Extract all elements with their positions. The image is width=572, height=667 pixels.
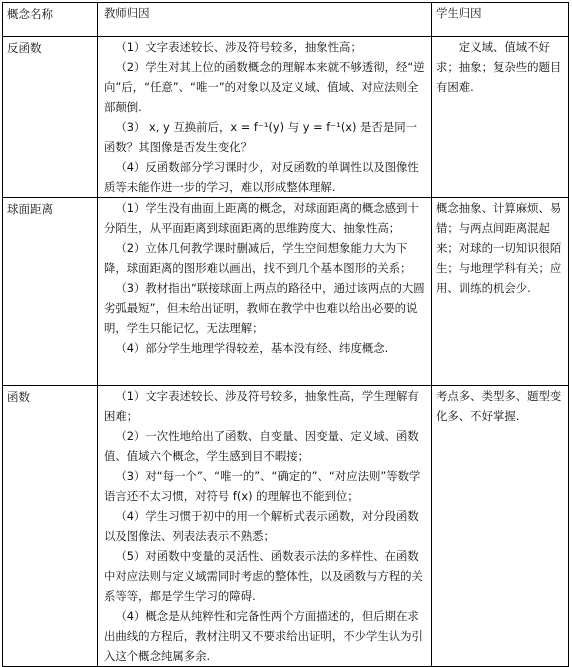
teacher-reason-item: （3）对“每一个”、“唯一的”、“确定的”、“对应法则”等数学语言还不太习惯，对符号 f(x) 的理解也不能到位； (104, 469, 421, 503)
table-row (3, 198, 569, 386)
teacher-reason-item: （2）立体几何教学课时删减后，学生空间想象能力大为下降，球面距离的图形难以画出，找不到几个基本图形的关系； (104, 241, 412, 275)
teacher-reason-item: （1）文字表述较长、涉及符号较多，抽象性高，学生理解有困难； (104, 389, 419, 423)
teacher-reason-item: （2）一次性地给出了函数、自变量、因变量、定义域、函数值、值域六个概念，学生感到目不暇接； (104, 429, 419, 463)
student-reason: 定义域、值域不好求；抽象；复杂些的题目有困难. (436, 40, 562, 94)
teacher-reason-item: （1）文字表述较长、涉及符号较多，抽象性高； (115, 40, 362, 54)
student-reason: 概念抽象、计算麻烦、易错；与两点间距离混起来；对球的一切知识很陌生；与地理学科有关；应用、训练的机会少. (436, 201, 562, 295)
concept-name: 反函数 (3, 37, 98, 198)
teacher-reason-item: （1）学生没有曲面上距离的概念，对球面距离的概念感到十分陌生，从平面距离到球面距离的思维跨度大、抽象性高； (104, 201, 419, 235)
teacher-reason-item: （3） x, y 互换前后，x = f⁻¹(y) 与 y = f⁻¹(x) 是否是同一函数？其图像是否发生变化？ (104, 120, 418, 154)
teacher-reason-item: （5）对函数中变量的灵活性、函数表示法的多样性、在函数中对应法则与定义域需同时考虑的整体性，以及函数与方程的关系等等，都是学生学习的障碍. (104, 549, 423, 603)
student-attribution (432, 37, 569, 198)
teacher-reason-item: （3）教材指出“联接球面上两点的路径中，通过该两点的大圆劣弧最短”，但未给出证明，教师在教学中也难以给出必要的说明，学生只能记忆，无法理解； (104, 281, 425, 335)
teacher-attribution (98, 198, 432, 386)
header-teacher: 教师归因 (98, 3, 432, 37)
teacher-reason-item: （4）学生习惯于初中的用一个解析式表示函数，对分段函数以及图像法、列表法表示不熟悉； (104, 509, 419, 543)
teacher-attribution (98, 37, 432, 198)
table-row (3, 37, 569, 198)
teacher-reason-item: （2）学生对其上位的函数概念的理解本来就不够透彻，经“逆向”后，“任意”、“唯一”的对象以及定义域、值域、对应法则全部颠倒. (104, 60, 425, 114)
table-row (3, 386, 569, 667)
student-reason: 考点多、类型多、题型变化多、不好掌握. (436, 389, 562, 423)
teacher-reason-item: （4）反函数部分学习课时少，对反函数的单调性以及图像性质等未能作进一步的学习，难以形成整体理解. (104, 160, 419, 194)
table-header-row (3, 3, 569, 37)
header-student: 学生归因 (432, 3, 569, 37)
concept-name: 函数 (3, 386, 98, 667)
header-concept: 概念名称 (3, 3, 98, 37)
attribution-table (2, 2, 569, 667)
teacher-attribution (98, 386, 432, 667)
student-attribution (432, 198, 569, 386)
teacher-reason-item: （4）部分学生地理学得较差，基本没有经、纬度概念. (115, 341, 389, 355)
teacher-reason-item: （4）概念是从纯粹性和完备性两个方面描述的，但后期在求出曲线的方程后，教材注明又不要求给出证明，不少学生认为引入这个概念纯属多余. (104, 609, 423, 663)
student-attribution (432, 386, 569, 667)
concept-name: 球面距离 (3, 198, 98, 386)
